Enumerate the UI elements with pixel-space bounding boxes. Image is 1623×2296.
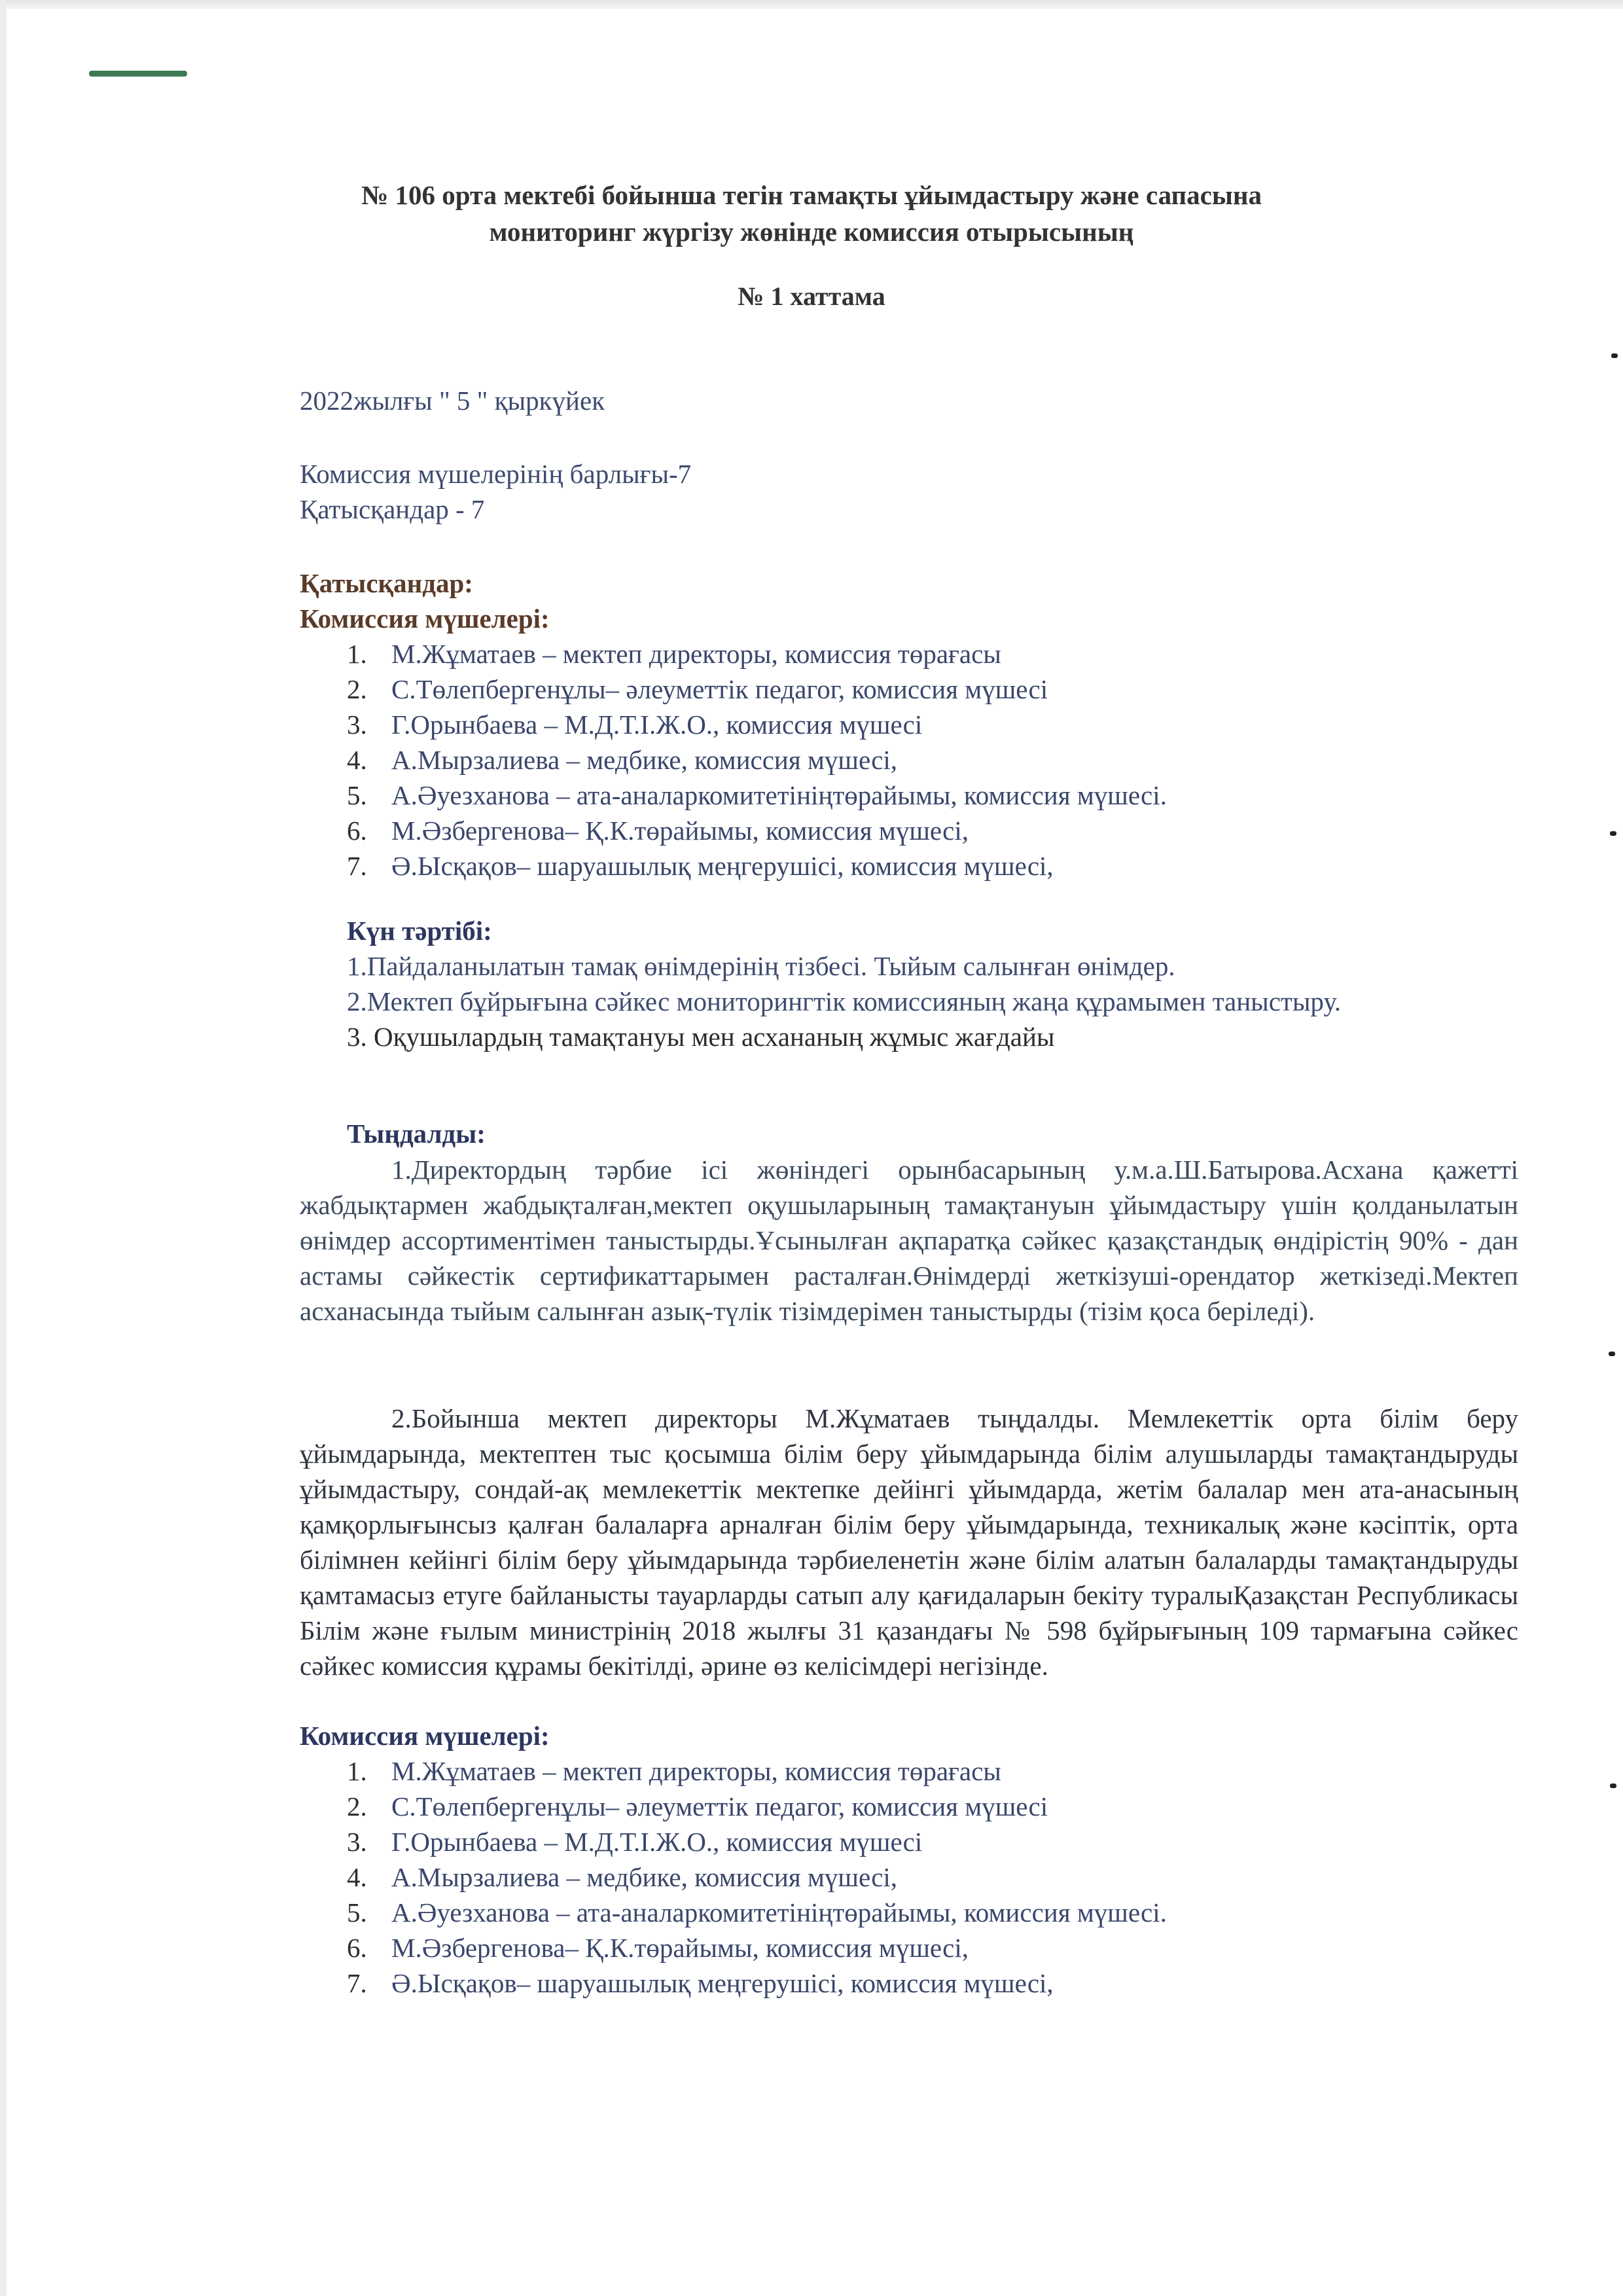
list-item (347, 672, 1530, 707)
heard-paragraph-1 (300, 1152, 1518, 1329)
list-number: 3. (347, 1827, 367, 1857)
list-item (347, 778, 1530, 813)
member-text: М.Жұматаев – мектеп директоры, комиссия төрағасы (391, 639, 1001, 669)
scan-speck (1609, 1352, 1615, 1356)
list-number: 6. (347, 816, 367, 846)
members-total: Комиссия мүшелерінің барлығы-7 (300, 459, 692, 489)
member-text: М.Әзбергенова– Қ.К.төрайымы, комиссия мүшесі, (391, 1933, 969, 1963)
list-item (347, 1753, 1530, 1789)
paragraph-text: 2.Бойынша мектеп директоры М.Жұматаев тыңдалды. Мемлекеттік орта білім беру ұйымдарында, мектептен тыс қосымша білім беру ұйымдарында білім алушыларды тамақтандыруды ұйымдастыру, сондай-ақ мемлекеттік мектепке дейінгі ұйымдарда, жетім балалар мен ата-анасының қамқорлығынсыз қалған балаларға арналған білім беру ұйымдарында, техникалық және кәсіптік, орта білімнен кейінгі білім беру ұйымдарында тәрбиеленетін және білім алатын балаларды тамақтандыруды қамтамасыз етуге байланысты тауарларды сатып алу қағидаларын бекіту туралыҚазақстан Республикасы Білім және ғылым министрінің 2018 жылғы 31 қазандағы № 598 бұйрығының 109 тармағына сәйкес сәйкес комиссия құрамы бекітілді, әрине өз келісімдері негізінде. (300, 1403, 1518, 1681)
member-text: А.Мырзалиева – медбике, комиссия мүшесі, (391, 745, 898, 775)
agenda-item: 3. Оқушылардың тамақтануы мен асхананың жұмыс жағдайы (347, 1022, 1055, 1052)
member-text: М.Әзбергенова– Қ.К.төрайымы, комиссия мүшесі, (391, 816, 969, 846)
member-text: Ә.Ысқақов– шаруашылық меңгерушісі, комиссия мүшесі, (391, 1968, 1054, 1998)
agenda-item: 1.Пайдаланылатын тамақ өнімдерінің тізбесі. Тыйым салынған өнімдер. (347, 951, 1175, 981)
scan-edge (0, 0, 7, 2296)
list-number: 4. (347, 745, 367, 775)
list-number: 6. (347, 1933, 367, 1963)
heard-heading-wrap (347, 1116, 1577, 1151)
marker-stroke (89, 71, 187, 77)
scan-speck (1610, 831, 1616, 836)
paragraph-text: 1.Директордың тәрбие ісі жөніндегі орынбасарының у.м.а.Ш.Батырова.Асхана қажетті жабдықтармен жабдықталған,мектеп оқушыларының тамақтануын ұйымдастыру үшін қолданылатын өнімдер ассортиментімен таныстырды.Ұсынылған ақпаратқа сәйкес қазақстандық өндірістің 90% - дан астамы сәйкестік сертификаттарымен расталған.Өнімдерді жеткізуші-орендатор жеткізеді.Мектеп асханасында тыйым салынған азық-түлік тізімдерімен таныстырды (тізім қоса беріледі). (300, 1155, 1518, 1326)
members-list (300, 1753, 1530, 2001)
list-item (347, 742, 1530, 778)
list-item (347, 707, 1530, 742)
members-heading: Комиссия мүшелері: (300, 603, 550, 634)
list-number: 1. (347, 1756, 367, 1786)
heard-paragraph-2 (300, 1401, 1518, 1683)
list-number: 3. (347, 709, 367, 740)
members-list (300, 636, 1530, 884)
list-number: 4. (347, 1862, 367, 1892)
members-heading: Комиссия мүшелері: (300, 1721, 550, 1751)
member-text: С.Төлепбергенұлы– әлеуметтік педагог, комиссия мүшесі (391, 1791, 1048, 1821)
title-line: мониторинг жүргізу жөнінде комиссия отырысының (489, 217, 1134, 247)
heard-heading: Тыңдалды: (347, 1119, 486, 1149)
list-number: 7. (347, 1968, 367, 1998)
list-item (347, 636, 1530, 672)
agenda-heading: Күн тәртібі: (347, 916, 492, 946)
attendance-summary (300, 456, 1530, 527)
list-number: 5. (347, 1897, 367, 1928)
list-item (347, 813, 1530, 848)
list-number: 5. (347, 780, 367, 810)
list-number: 2. (347, 1791, 367, 1821)
member-text: Г.Орынбаева – М.Д.Т.І.Ж.О., комиссия мүшесі (391, 1827, 923, 1857)
agenda-section (347, 913, 1577, 1054)
agenda-item: 2.Мектеп бұйрығына сәйкес мониторингтік комиссияның жаңа құрамымен таныстыру. (347, 986, 1341, 1016)
scan-speck (1610, 1784, 1616, 1788)
scan-edge (0, 0, 1623, 9)
list-item (347, 1965, 1530, 2001)
list-item (347, 1895, 1530, 1930)
member-text: М.Жұматаев – мектеп директоры, комиссия төрағасы (391, 1756, 1001, 1786)
meeting-date: 2022жылғы " 5 " қыркүйек (300, 386, 605, 416)
member-text: С.Төлепбергенұлы– әлеуметтік педагог, комиссия мүшесі (391, 674, 1048, 704)
members-section (300, 565, 1530, 884)
attended-heading: Қатысқандар: (300, 568, 473, 598)
list-number: 7. (347, 851, 367, 881)
member-text: А.Әуезханова – ата-аналаркомитетініңтөрайымы, комиссия мүшесі. (391, 1897, 1167, 1928)
list-number: 1. (347, 639, 367, 669)
member-text: Ә.Ысқақов– шаруашылық меңгерушісі, комиссия мүшесі, (391, 851, 1054, 881)
list-item (347, 1859, 1530, 1895)
list-item (347, 1930, 1530, 1965)
protocol-number: № 1 хаттама (738, 281, 885, 311)
list-item (347, 848, 1530, 884)
member-text: А.Мырзалиева – медбике, комиссия мүшесі, (391, 1862, 898, 1892)
scan-speck (1611, 353, 1618, 358)
title-line: № 106 орта мектебі бойынша тегін тамақты ұйымдастыру және сапасына (361, 180, 1262, 210)
members-section-2 (300, 1718, 1530, 2001)
attended-count: Қатысқандар - 7 (300, 494, 485, 524)
list-item (347, 1789, 1530, 1824)
document-title (196, 177, 1427, 250)
list-item (347, 1824, 1530, 1859)
member-text: А.Әуезханова – ата-аналаркомитетініңтөрайымы, комиссия мүшесі. (391, 780, 1167, 810)
list-number: 2. (347, 674, 367, 704)
member-text: Г.Орынбаева – М.Д.Т.І.Ж.О., комиссия мүшесі (391, 709, 923, 740)
